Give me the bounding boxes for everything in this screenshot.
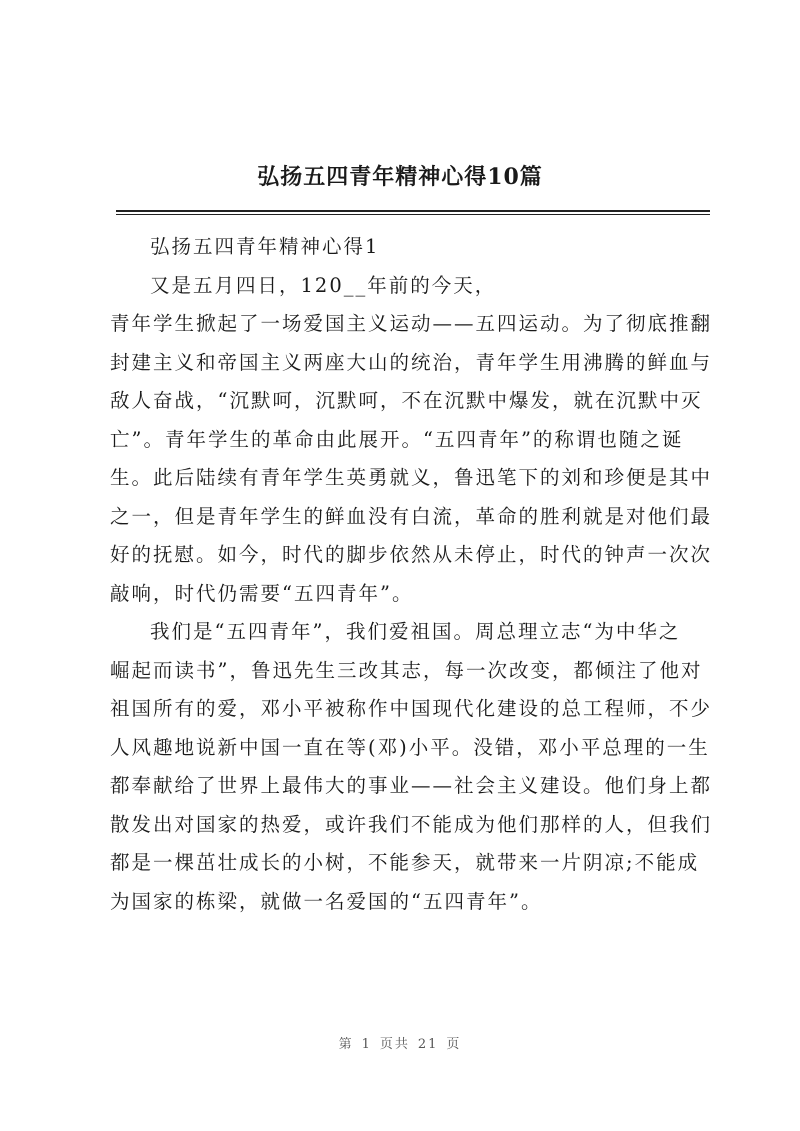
paragraph-line: 都奉献给了世界上最伟大的事业——社会主义建设。他们身上都 bbox=[110, 774, 713, 797]
footer-total-pages: 21 bbox=[417, 1037, 439, 1052]
document-title: 弘扬五四青年精神心得10篇 bbox=[257, 164, 543, 190]
title-divider-secondary bbox=[116, 214, 710, 215]
footer-page-number: 1 bbox=[361, 1037, 372, 1052]
paragraph-line: 人风趣地说新中国一直在等(邓)小平。没错，邓小平总理的一生 bbox=[110, 735, 710, 759]
footer-suffix: 页 bbox=[446, 1037, 462, 1052]
section-heading: 弘扬五四青年精神心得1 bbox=[150, 235, 380, 258]
page-footer bbox=[0, 1033, 800, 1052]
paragraph-2 bbox=[110, 613, 713, 921]
paragraph-1 bbox=[110, 267, 713, 614]
paragraph-line: 青年学生掀起了一场爱国主义运动——五四运动。为了彻底推翻 bbox=[110, 312, 713, 335]
paragraph-line: 亡”。青年学生的革命由此展开。“五四青年”的称谓也随之诞 bbox=[110, 427, 684, 451]
document-body bbox=[110, 228, 713, 921]
paragraph-line: 都是一棵茁壮成长的小树，不能参天，就带来一片阴凉;不能成 bbox=[110, 851, 700, 874]
paragraph-line: 敌人奋战，“沉默呵，沉默呵，不在沉默中爆发，就在沉默中灭 bbox=[110, 389, 703, 412]
paragraph-line: 祖国所有的爱，邓小平被称作中国现代化建设的总工程师，不少 bbox=[110, 697, 713, 720]
paragraph-line: 封建主义和帝国主义两座大山的统治，青年学生用沸腾的鲜血与 bbox=[110, 350, 713, 374]
paragraph-line: 敲响，时代仍需要“五四青年”。 bbox=[110, 581, 414, 605]
paragraph-line: 之一，但是青年学生的鲜血没有白流，革命的胜利就是对他们最 bbox=[110, 504, 713, 528]
footer-middle: 页共 bbox=[379, 1037, 410, 1052]
paragraph-line: 我们是“五四青年”，我们爱祖国。周总理立志“为中华之 bbox=[150, 620, 681, 643]
paragraph-line: 好的抚慰。如今，时代的脚步依然从未停止，时代的钟声一次次 bbox=[110, 543, 713, 566]
paragraph-line: 崛起而读书”，鲁迅先生三改其志，每一次改变，都倾注了他对 bbox=[110, 658, 703, 682]
paragraph-line: 生。此后陆续有青年学生英勇就义，鲁迅笔下的刘和珍便是其中 bbox=[110, 466, 713, 489]
paragraph-line: 为国家的栋梁，就做一名爱国的“五四青年”。 bbox=[110, 889, 543, 913]
paragraph-line: 散发出对国家的热爱，或许我们不能成为他们那样的人，但我们 bbox=[110, 812, 713, 836]
paragraph-line: 又是五月四日，120__年前的今天， bbox=[150, 273, 497, 297]
footer-prefix: 第 bbox=[338, 1037, 354, 1052]
title-divider bbox=[116, 210, 710, 212]
